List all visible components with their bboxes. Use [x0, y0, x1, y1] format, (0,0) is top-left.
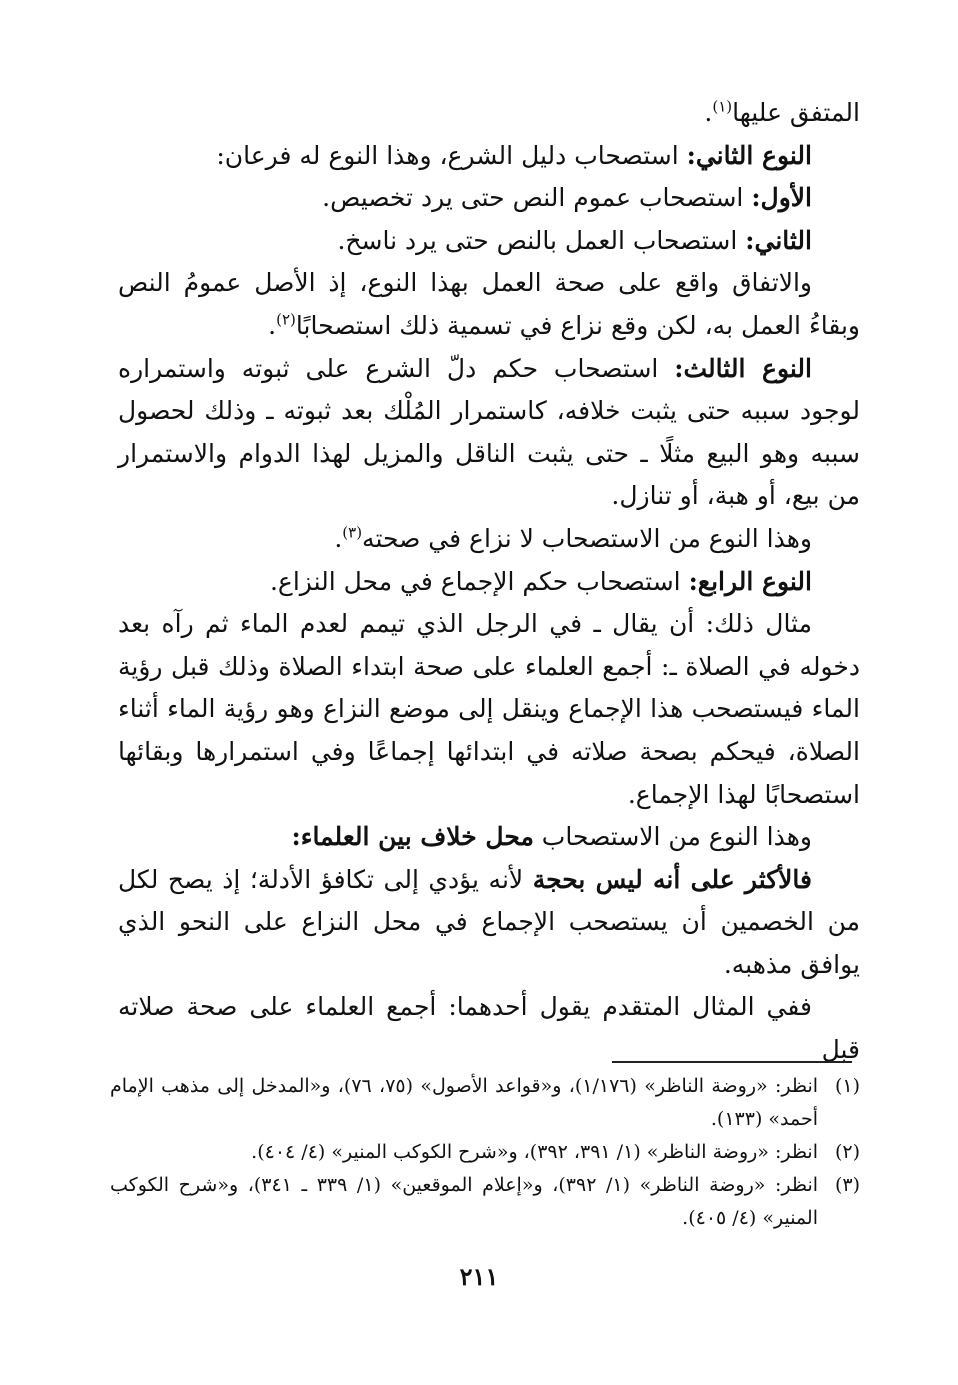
page-number: ٢١١ [459, 1262, 499, 1291]
term-second: الثاني: [745, 225, 812, 255]
footnote-number: (٢) [834, 1141, 860, 1163]
paragraph-4: الثاني: استصحاب العمل بالنص حتى يرد ناسخ. [337, 225, 812, 255]
footnote-text: انظر: «روضة الناظر» (١/ ٣٩٢)، و«إعلام الموقعين» (١/ ٣٣٩ ـ ٣٤١)، و«شرح الكوكب المنير» (٤/ ٤٠٥). [110, 1174, 819, 1229]
footnote-ref-2[interactable]: (٢) [276, 310, 296, 329]
footnote-number: (٣) [834, 1174, 860, 1196]
footnote-2 [110, 1136, 860, 1169]
footnote-text: انظر: «روضة الناظر» (١/١٧٦)، و«قواعد الأصول» (٧٥، ٧٦)، و«المدخل إلى مذهب الإمام أحمد» (١٣٣). [110, 1075, 819, 1130]
paragraph-12: ففي المثال المتقدم يقول أحدهما: أجمع العلماء على صحة صلاته قبل [118, 992, 860, 1065]
footnote-ref-3[interactable]: (٣) [342, 523, 363, 542]
paragraph-10: وهذا النوع من الاستصحاب محل خلاف بين العلماء: [291, 822, 812, 852]
paragraph-7: وهذا النوع من الاستصحاب لا نزاع في صحته$^{(٣)}$. [334, 523, 812, 553]
term-disputed: محل خلاف بين العلماء: [291, 822, 534, 852]
term-fourth-type: النوع الرابع: [688, 566, 812, 596]
term-first: الأول: [751, 183, 812, 213]
term-majority-view: فالأكثر على أنه ليس بحجة [532, 864, 812, 894]
footnote-text: انظر: «روضة الناظر» (١/ ٣٩١، ٣٩٢)، و«شرح الكوكب المنير» (٤/ ٤٠٤). [251, 1141, 818, 1163]
footnote-number: (١) [834, 1075, 860, 1097]
footnote-1 [110, 1070, 860, 1136]
paragraph-6: النوع الثالث: استصحاب حكم دلّ الشرع على ثبوته واستمراره لوجود سببه حتى يثبت خلافه، كاستمرار المُلْك بعد ثبوته ـ وذلك لحصول سببه وهو البيع مثلًا ـ حتى يثبت الناقل والمزيل لهذا الدوام والاستمرار من بيع، أو هبة، أو تنازل. [118, 353, 860, 511]
paragraph-11: فالأكثر على أنه ليس بحجة لأنه يؤدي إلى تكافؤ الأدلة؛ إذ يصح لكل من الخصمين أن يستصحب الإجماع في محل النزاع على النحو الذي يوافق مذهبه. [118, 864, 860, 979]
term-third-type: النوع الثالث: [674, 353, 812, 383]
footnote-separator [612, 1061, 852, 1063]
footnote-ref-1[interactable]: (١) [712, 97, 733, 116]
paragraph-1: المتفق عليها$^{(١)}$. [704, 97, 860, 127]
paragraph-2: النوع الثاني: استصحاب دليل الشرع، وهذا النوع له فرعان: [216, 140, 812, 170]
term-second-type: النوع الثاني: [686, 140, 812, 170]
footnotes [110, 1070, 860, 1235]
paragraph-8: النوع الرابع: استصحاب حكم الإجماع في محل النزاع. [269, 566, 812, 596]
paragraph-3: الأول: استصحاب عموم النص حتى يرد تخصيص. [322, 183, 812, 213]
paragraph-5: والاتفاق واقع على صحة العمل بهذا النوع، إذ الأصل عمومُ النص وبقاءُ العمل به، لكن وقع نزاع في تسمية ذلك استصحابًا$^{(٢)}$. [118, 268, 860, 340]
footnote-3 [110, 1169, 860, 1235]
paragraph-9: مثال ذلك: أن يقال ـ في الرجل الذي تيمم لعدم الماء ثم رآه بعد دخوله في الصلاة ـ: أجمع العلماء على صحة ابتداء الصلاة وذلك قبل رؤية الماء فيستصحب هذا الإجماع وينقل إلى موضع النزاع وهو رؤية الماء أثناء الصلاة، فيحكم بصحة صلاته في ابتدائها إجماعًا وفي استمرارها وبقائها استصحابًا لهذا الإجماع. [118, 609, 860, 809]
main-text [118, 92, 860, 1072]
